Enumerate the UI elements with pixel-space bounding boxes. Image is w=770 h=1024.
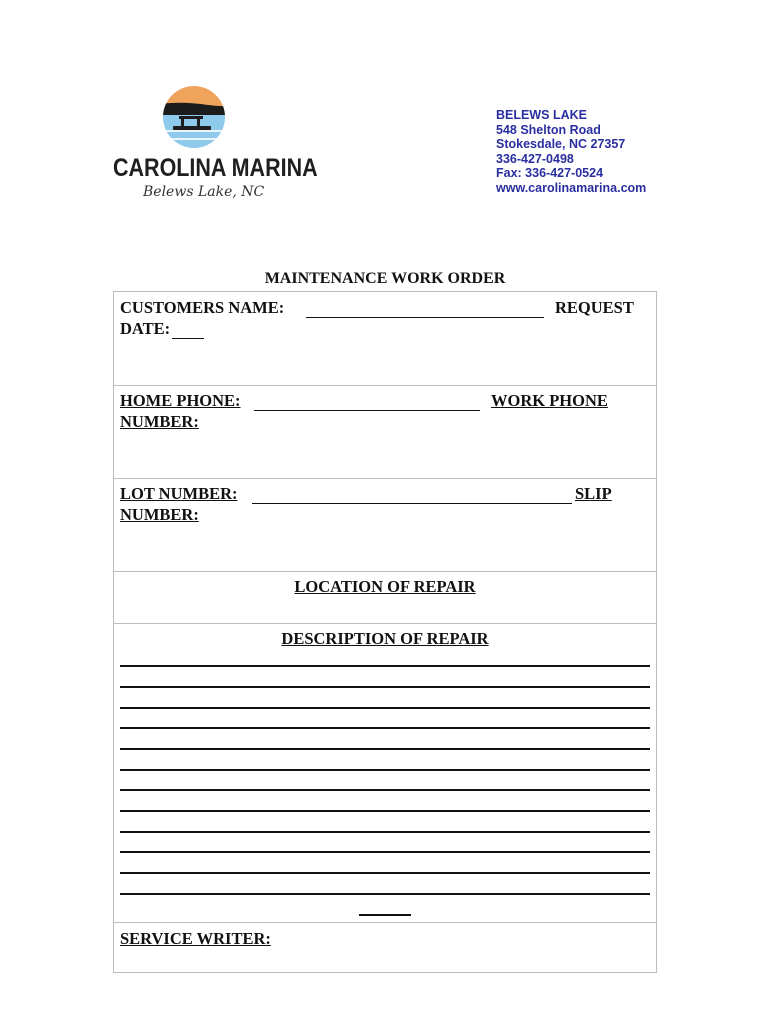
lot-number-label: LOT NUMBER: bbox=[120, 484, 238, 503]
service-writer-section bbox=[114, 922, 656, 972]
description-line[interactable] bbox=[120, 727, 650, 729]
description-line[interactable] bbox=[120, 686, 650, 688]
description-line[interactable] bbox=[120, 851, 650, 853]
description-line[interactable] bbox=[120, 831, 650, 833]
location-of-repair-label: LOCATION OF REPAIR bbox=[294, 577, 476, 596]
number-label: NUMBER: bbox=[120, 412, 199, 431]
description-line[interactable] bbox=[120, 893, 650, 895]
logo-subtitle: Belews Lake, NC bbox=[143, 184, 265, 200]
work-order-form bbox=[113, 291, 657, 973]
slip-label: SLIP bbox=[575, 484, 612, 503]
customer-name-label: CUSTOMERS NAME: bbox=[120, 298, 285, 317]
address-line-street: 548 Shelton Road bbox=[496, 122, 601, 137]
customer-section bbox=[114, 292, 656, 386]
description-section bbox=[114, 623, 656, 923]
description-line[interactable] bbox=[120, 748, 650, 750]
description-line[interactable] bbox=[120, 810, 650, 812]
description-line-end[interactable] bbox=[359, 914, 411, 916]
address-line-lake: BELEWS LAKE bbox=[496, 108, 587, 122]
work-phone-label: WORK PHONE bbox=[491, 391, 608, 410]
description-of-repair-label: DESCRIPTION OF REPAIR bbox=[281, 629, 489, 648]
customer-name-field[interactable] bbox=[306, 317, 544, 318]
address-line-city: Stokesdale, NC 27357 bbox=[496, 137, 626, 151]
date-label: DATE: bbox=[120, 319, 171, 338]
address-line-fax: Fax: 336-427-0524 bbox=[496, 166, 604, 180]
location-section bbox=[114, 571, 656, 624]
lot-number-field[interactable] bbox=[252, 503, 572, 504]
description-line[interactable] bbox=[120, 789, 650, 791]
home-phone-field[interactable] bbox=[254, 410, 480, 411]
home-phone-label: HOME PHONE: bbox=[120, 391, 241, 410]
lot-section bbox=[114, 478, 656, 572]
description-line[interactable] bbox=[120, 769, 650, 771]
phone-section bbox=[114, 385, 656, 479]
carolina-marina-logo bbox=[113, 84, 318, 209]
form-title: MAINTENANCE WORK ORDER bbox=[264, 270, 506, 287]
description-line[interactable] bbox=[120, 665, 650, 667]
logo-emblem bbox=[113, 84, 278, 164]
slip-number-label: NUMBER: bbox=[120, 505, 199, 524]
address-block bbox=[496, 108, 646, 195]
request-label: REQUEST bbox=[555, 298, 634, 317]
logo-wordmark: CAROLINA MARINA bbox=[113, 154, 318, 182]
description-line[interactable] bbox=[120, 707, 650, 709]
description-line[interactable] bbox=[120, 872, 650, 874]
address-line-phone: 336-427-0498 bbox=[496, 151, 574, 166]
date-field[interactable] bbox=[172, 338, 204, 339]
address-line-website: www.carolinamarina.com bbox=[496, 180, 647, 195]
service-writer-label: SERVICE WRITER: bbox=[120, 929, 271, 948]
